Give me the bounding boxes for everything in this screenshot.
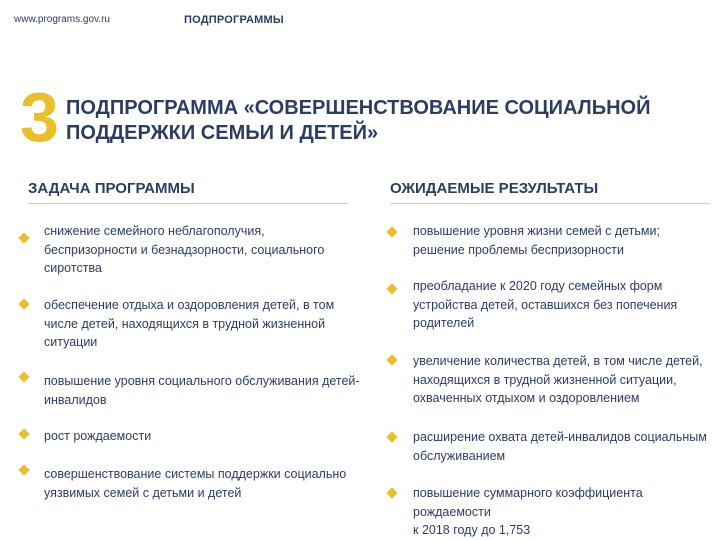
task-item — [44, 372, 360, 409]
bullet-diamond-icon — [386, 431, 397, 442]
task-item — [44, 222, 324, 278]
result-line: повышение уровня жизни семей с детьми; — [413, 224, 660, 238]
result-line: к 2018 году до 1,753 — [413, 523, 531, 537]
bullet-diamond-icon — [386, 226, 397, 237]
tasks-divider — [28, 203, 348, 204]
page-title — [66, 96, 706, 146]
result-item — [413, 428, 707, 465]
task-line: инвалидов — [44, 392, 107, 407]
result-line: охваченных отдыхом и оздоровлением — [413, 391, 640, 405]
results-heading: ОЖИДАЕМЫЕ РЕЗУЛЬТАТЫ — [390, 180, 599, 197]
task-line: снижение семейного неблагополучия, — [44, 224, 265, 238]
result-item — [413, 484, 720, 540]
task-line: числе детей, находящихся в трудной жизненной — [44, 316, 326, 331]
section-label: ПОДПРОГРАММЫ — [184, 14, 284, 26]
result-line: расширение охвата детей-инвалидов социальным — [413, 430, 707, 444]
result-item — [413, 352, 703, 408]
bullet-diamond-icon — [18, 371, 29, 382]
task-line: сиротства — [44, 261, 102, 275]
task-line: рост рождаемости — [44, 429, 152, 443]
tasks-heading: ЗАДАЧА ПРОГРАММЫ — [28, 180, 195, 197]
result-line: повышение суммарного коэффициента рождаемости — [413, 486, 643, 519]
bullet-diamond-icon — [18, 428, 29, 439]
task-item — [44, 296, 334, 352]
task-line: повышение уровня социального обслуживания детей- — [44, 374, 360, 388]
result-line: решение проблемы беспризорности — [413, 242, 624, 257]
title-line-1: ПОДПРОГРАММА «СОВЕРШЕНСТВОВАНИЕ СОЦИАЛЬНОЙ — [66, 97, 651, 119]
task-item — [44, 465, 346, 502]
result-line: увеличение количества детей, в том числе детей, — [413, 354, 703, 368]
title-line-2: ПОДДЕРЖКИ СЕМЬИ И ДЕТЕЙ» — [66, 122, 379, 144]
bullet-diamond-icon — [386, 283, 397, 294]
result-item — [413, 222, 660, 259]
result-line: преобладание к 2020 году семейных форм — [413, 279, 663, 293]
site-url[interactable]: www.programs.gov.ru — [14, 14, 110, 25]
result-line: находящихся в трудной жизненной ситуации, — [413, 372, 677, 387]
subprogram-number: 3 — [20, 78, 59, 156]
task-line: обеспечение отдыха и оздоровления детей, в том — [44, 298, 335, 312]
bullet-diamond-icon — [18, 232, 29, 243]
result-line: обслуживанием — [413, 448, 506, 463]
task-line: уязвимых семей с детьми и детей — [44, 485, 242, 500]
task-item — [44, 427, 151, 446]
task-line: ситуации — [44, 335, 98, 349]
bullet-diamond-icon — [386, 354, 397, 365]
bullet-diamond-icon — [18, 464, 29, 475]
task-line: совершенствование системы поддержки социально — [44, 467, 347, 481]
results-divider — [390, 203, 710, 204]
result-line: устройства детей, оставшихся без попечения — [413, 297, 678, 312]
task-line: беспризорности и безнадзорности, социального — [44, 242, 325, 257]
result-item — [413, 277, 677, 333]
result-line: родителей — [413, 316, 475, 330]
bullet-diamond-icon — [386, 487, 397, 498]
bullet-diamond-icon — [18, 298, 29, 309]
